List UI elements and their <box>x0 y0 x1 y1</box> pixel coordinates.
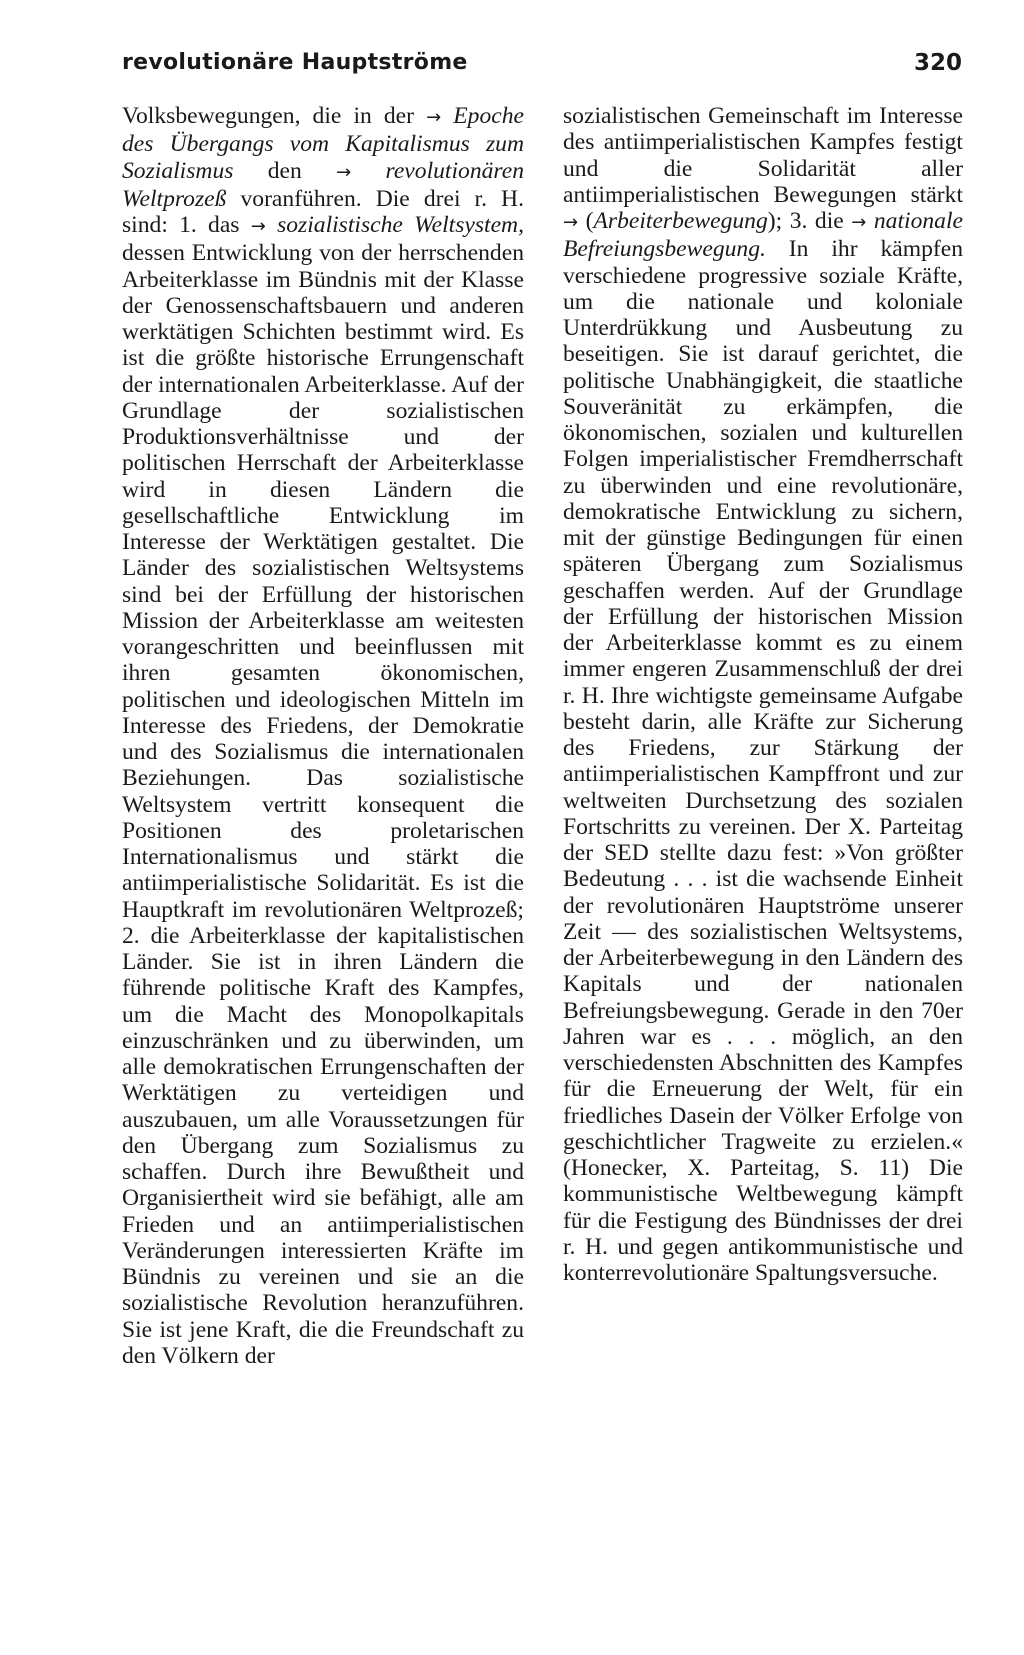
cross-reference-arrow-icon: → <box>336 161 352 183</box>
body-text <box>866 208 874 234</box>
body-text <box>266 212 277 238</box>
cross-reference-arrow-icon: → <box>563 212 579 233</box>
body-text <box>351 158 385 184</box>
body-text: den <box>233 157 337 184</box>
body-text: dessen Entwicklung von der herrschenden Arbeiterklasse im Bündnis mit der Klasse der Genossenschaftsbauern und anderen werktätigen Schichten bestimmt wird. Es ist die größte historische Errungenschaft der internationalen Arbeiterklasse. Auf der Grundlage der sozialistischen Produktionsverhältnisse und der politischen Herrschaft der Arbeiterklasse wird in diesen Ländern die gesellschaftliche Entwicklung im Interesse der Werktätigen gestaltet. Die Länder des sozialistischen Weltsystems sind bei der Erfüllung der historischen Mission der Arbeiterklasse am weitesten vorangeschritten und beeinflussen mit ihren gesamten ökonomischen, politischen und ideologischen Mitteln im Interesse des Friedens, der Demokratie und des Sozialismus die internationalen Beziehungen. Das sozialistische Weltsystem vertritt konsequent die Positionen des proletarischen Internationalismus und stärkt die antiimperialistische Solidarität. Es ist die Hauptkraft im revolutionären Weltprozeß; 2. die Arbeiterklasse der kapitalistischen Länder. Sie ist in ihren Ländern die führende politische Kraft des Kampfes, um die Macht des Monopolkapitals einzuschränken und zu überwinden, um alle demokratischen Errungenschaften der Werktätigen zu verteidigen und auszubauen, um alle Voraussetzungen für den Übergang zum Sozialismus zu schaffen. Durch ihre Bewußtheit und Organisiertheit wird sie befähigt, alle am Frieden und an antiimperialistischen Veränderungen interessierten Kräfte im Bündnis zu vereinen und sie an die sozialistische Revolution heranzuführen. Sie ist jene Kraft, die die Freundschaft zu den Völkern der <box>122 240 524 1369</box>
body-text: ); 3. die <box>767 208 852 234</box>
running-head: revolutionäre Hauptströme <box>122 50 468 75</box>
left-column-text <box>122 103 524 1369</box>
body-text: sozialistischen Gemeinschaft im Interesse des antiimperialistischen Kampfes festigt und die Solidarität aller antiimperialistischen Bewegungen stärkt <box>563 103 963 208</box>
cross-reference-arrow-icon: → <box>250 216 266 237</box>
body-text: ( <box>578 208 594 234</box>
cross-reference-arrow-icon: → <box>851 212 867 233</box>
right-column-text <box>563 103 963 1286</box>
page-header <box>122 50 962 86</box>
body-text <box>441 103 453 129</box>
right-column <box>563 103 963 1286</box>
cross-reference-term: sozialistische Weltsystem, <box>277 212 524 238</box>
left-column <box>122 103 524 1369</box>
cross-reference-term: nationale Befreiungsbewegung. <box>563 208 963 263</box>
page-number: 320 <box>913 50 962 76</box>
cross-reference-term: Arbeiterbewegung <box>593 208 768 234</box>
body-text: voranführen. Die drei r. H. sind: 1. das <box>122 185 524 238</box>
cross-reference-term: Epoche des Übergangs vom Kapitalismus zum Sozialismus <box>122 103 524 184</box>
body-text: Volksbewegungen, die in der <box>122 103 427 129</box>
body-text: In ihr kämpfen verschiedene progressive soziale Kräfte, um die nationale und koloniale Unterdrükkung und Ausbeutung zu beseitigen. Sie ist darauf gerichtet, die politische Unabhängigkeit, die staatliche Souveränität zu erkämpfen, die ökonomischen, sozialen und kulturellen Folgen imperialistischer Fremdherrschaft zu überwinden und eine revolutionäre, demokratische Entwicklung zu sichern, mit der günstige Bedingungen für einen späteren Übergang zum Sozialismus geschaffen werden. Auf der Grundlage der Erfüllung der historischen Mission der Arbeiterklasse kommt es zu einem immer engeren Zusammenschluß der drei r. H. Ihre wichtigste gemeinsame Aufgabe besteht darin, alle Kräfte zur Sicherung des Friedens, zur Stärkung der antiimperialistischen Kampffront und zur weltweiten Durchsetzung des sozialen Fortschritts zu vereinen. Der X. Parteitag der SED stellte dazu fest: »Von größter Bedeutung . . . ist die wachsende Einheit der revolutionären Hauptströme unserer Zeit — des sozialistischen Weltsystems, der Arbeiterbewegung in den Ländern des Kapitals und der nationalen Befreiungsbewegung. Gerade in den 70er Jahren war es . . . möglich, an den verschiedensten Abschnitten des Kampfes für die Erneuerung der Welt, für ein friedliches Dasein der Völker Erfolge von geschichtlicher Tragweite zu erzielen.« (Honecker, X. Parteitag, S. 11) Die kommunistische Weltbewegung kämpft für die Festigung des Bündnisses der drei r. H. und gegen antikommunistische und konterrevolutionäre Spaltungsversuche. <box>563 236 963 1286</box>
cross-reference-arrow-icon: → <box>426 107 442 128</box>
cross-reference-term: revolutionären Weltprozeß <box>122 157 524 212</box>
